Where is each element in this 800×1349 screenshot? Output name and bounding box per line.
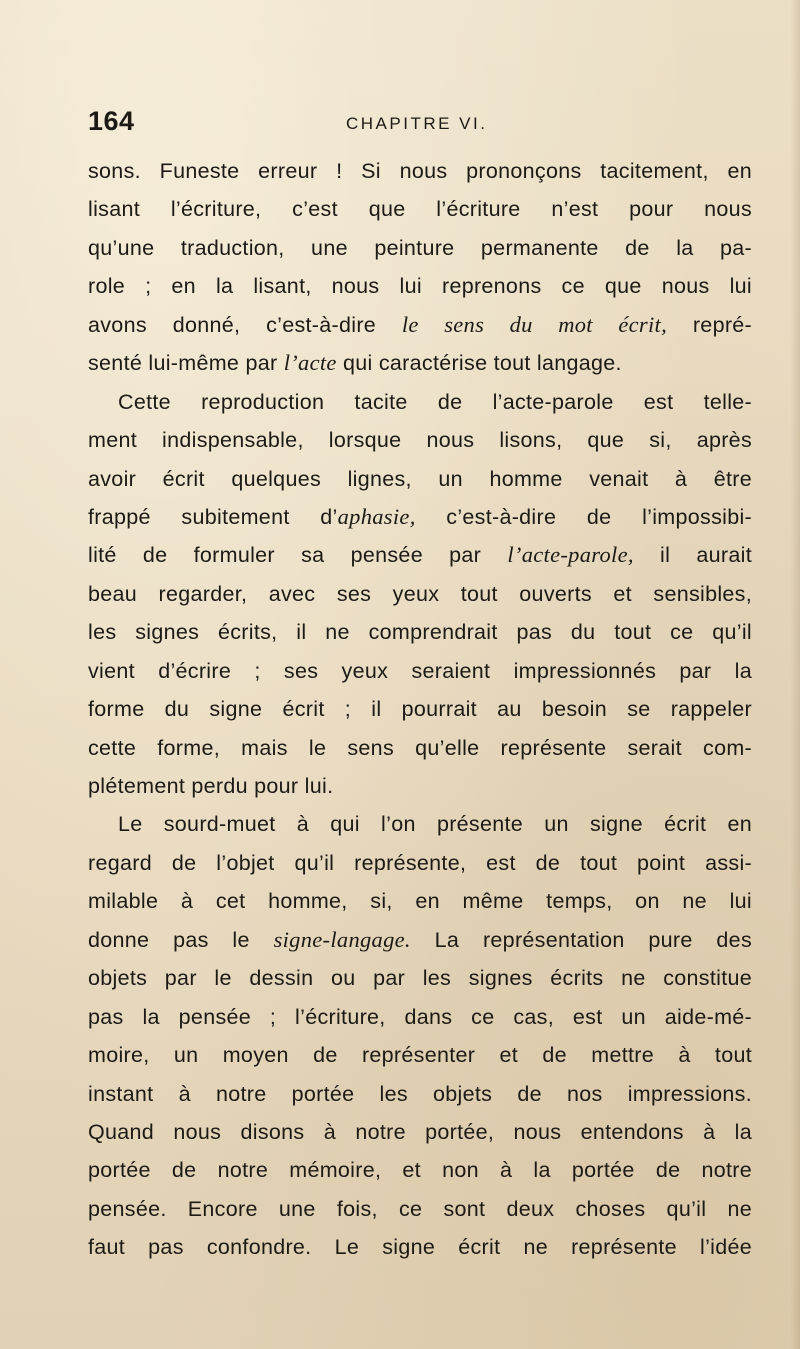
text-segment: cette forme, mais le sens qu’elle représente serait com- [88,735,752,760]
text-segment: senté lui-même par [88,351,284,376]
text-segment: faut pas confondre. Le signe écrit ne représente l’idée [88,1235,752,1260]
text-line [88,729,752,767]
body-text [88,152,752,1267]
text-segment: Quand nous disons à notre portée, nous entendons à la [88,1119,752,1144]
text-segment: objets par le dessin ou par les signes écrits ne constitue [88,966,752,991]
text-line [88,998,752,1036]
text-line [88,267,752,305]
text-line [88,844,752,882]
text-segment: La représentation pure des [410,927,752,952]
italic-text: aphasie, [337,503,416,529]
text-line [88,190,752,228]
text-segment: role ; en la lisant, nous lui reprenons ce que nous lui [88,274,752,299]
text-segment: qu’une traduction, une peinture permanente de la pa- [88,235,752,260]
text-line [88,306,752,344]
text-segment: c’est-à-dire de l’impossibi- [415,504,752,529]
page-number: 164 [88,106,135,136]
text-line [88,805,752,843]
text-segment: il aurait [633,543,752,568]
text-segment: Le sourd-muet à qui l’on présente un signe écrit en [118,812,752,837]
text-line [88,1075,752,1113]
text-segment: sons. Funeste erreur ! Si nous prononçons tacitement, en [88,159,752,183]
italic-text: l’acte [283,350,337,376]
text-segment: pensée. Encore une fois, ce sont deux choses qu’il ne [88,1196,752,1221]
text-segment: avoir écrit quelques lignes, un homme venait à être [88,466,752,491]
text-segment: milable à cet homme, si, en même temps, on ne lui [88,889,752,914]
text-segment: lisant l’écriture, c’est que l’écriture n’est pour nous [88,197,752,222]
running-head: CHAPITRE VI. [346,114,488,133]
text-line [88,229,752,267]
text-line [88,536,752,574]
text-line [88,344,752,382]
text-line [88,575,752,613]
text-segment: pas la pensée ; l’écriture, dans ce cas, est un aide-mé- [88,1004,752,1029]
text-line [88,882,752,920]
text-line [88,613,752,651]
text-line [88,767,752,805]
text-segment: forme du signe écrit ; il pourrait au besoin se rappeler [88,697,752,722]
text-segment: les signes écrits, il ne comprendrait pas du tout ce qu’il [88,620,752,645]
text-segment: Cette reproduction tacite de l’acte-parole est telle- [118,389,752,414]
text-segment: vient d’écrire ; ses yeux seraient impressionnés par la [88,658,752,683]
text-segment: frappé subitement d’ [88,504,338,529]
italic-text: le sens du mot écrit, [401,311,668,337]
text-segment: regard de l’objet qu’il représente, est de tout point assi- [88,850,752,875]
text-line [88,1036,752,1074]
text-segment: avons donné, c’est-à-dire [88,312,402,337]
text-line [88,652,752,690]
text-segment: ment indispensable, lorsque nous lisons, que si, après [88,428,752,453]
text-line [88,921,752,959]
italic-text: l’acte-parole, [507,542,634,568]
text-line [88,1190,752,1228]
text-line [88,1228,752,1266]
text-line [88,1113,752,1151]
text-segment: portée de notre mémoire, et non à la portée de notre [88,1158,752,1183]
text-segment: repré- [667,312,752,337]
page-edge-shadow [790,0,800,1349]
text-segment: instant à notre portée les objets de nos impressions. [88,1081,752,1106]
text-segment: moire, un moyen de représenter et de mettre à tout [88,1043,752,1068]
text-line [88,690,752,728]
text-line [88,421,752,459]
text-segment: qui caractérise tout langage. [336,351,622,376]
text-segment: donne pas le [88,927,274,952]
text-segment: lité de formuler sa pensée par [88,543,508,568]
text-line [88,1151,752,1189]
italic-text: signe-langage. [273,926,411,952]
text-segment: plétement perdu pour lui. [88,774,334,798]
text-line [88,460,752,498]
text-segment: beau regarder, avec ses yeux tout ouverts et sensibles, [88,581,752,606]
text-line [88,152,752,190]
text-line [88,498,752,536]
page-header [88,106,748,146]
text-line [88,383,752,421]
text-line [88,959,752,997]
